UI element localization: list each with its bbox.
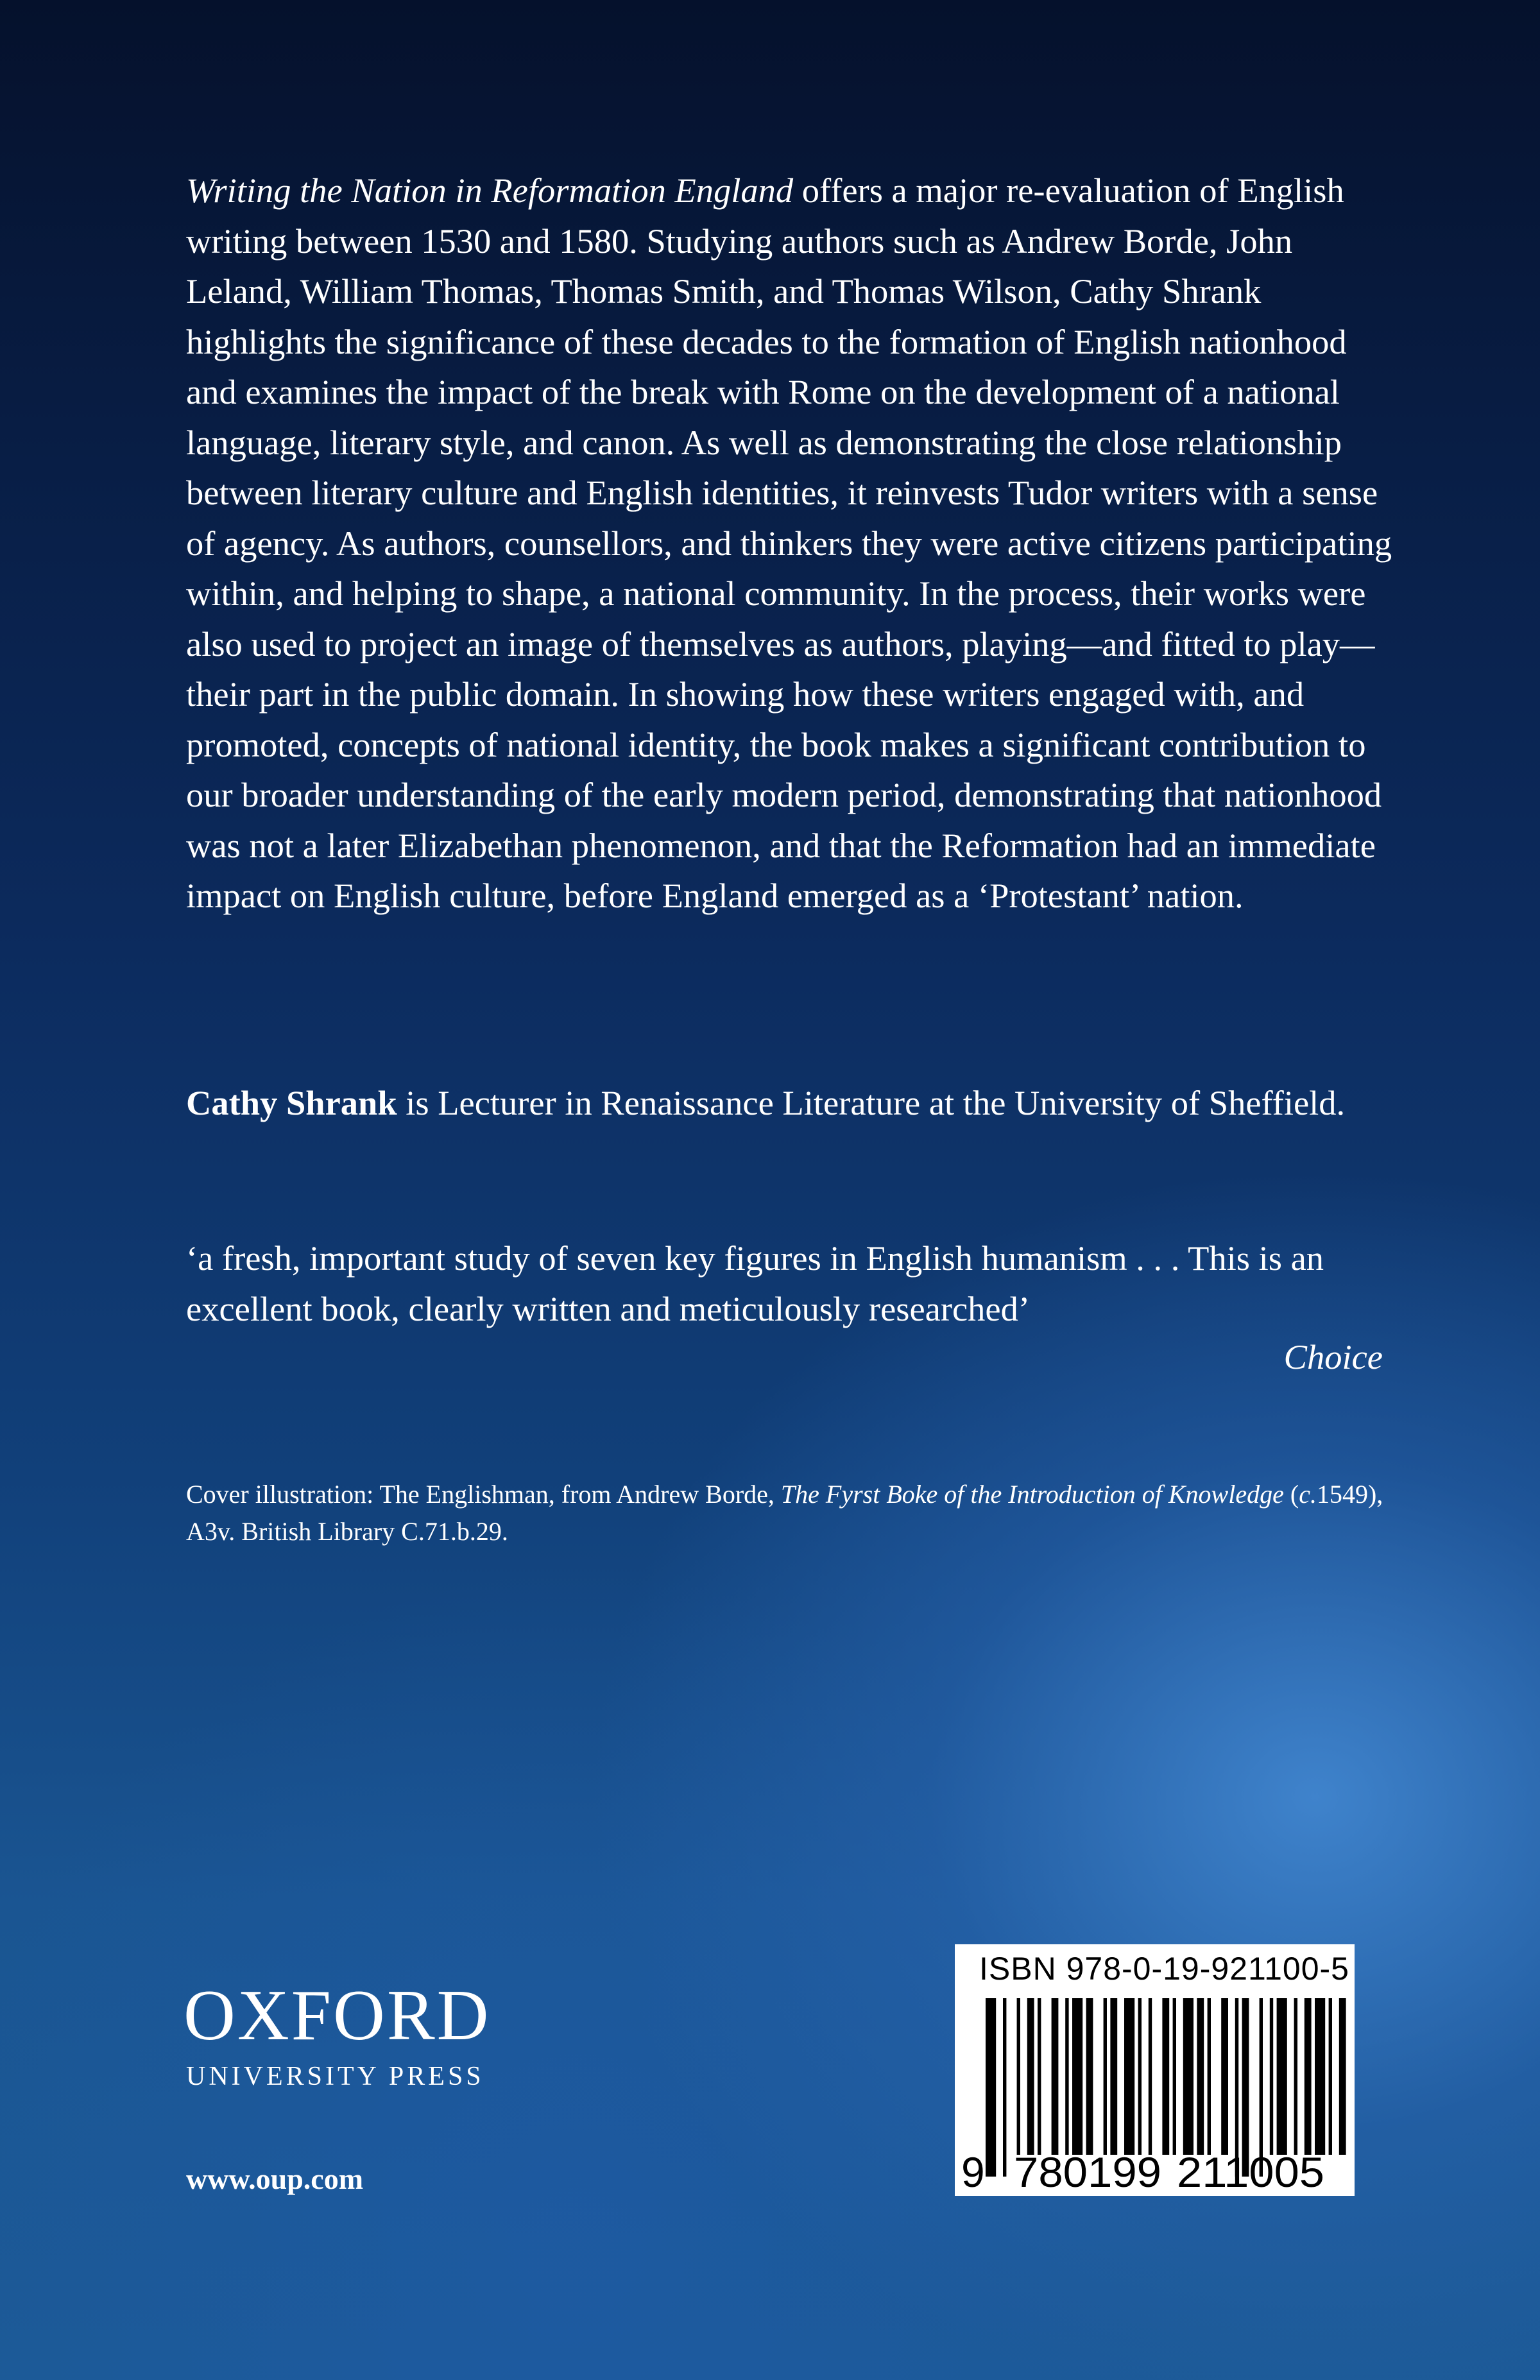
barcode-bar <box>1277 1998 1287 2155</box>
barcode-bar <box>1124 1998 1134 2155</box>
barcode-lead-digit: 9 <box>961 2148 985 2196</box>
book-description <box>186 166 1405 921</box>
barcode-bar <box>1183 1998 1194 2155</box>
author-name: Cathy Shrank <box>186 1083 397 1122</box>
barcode-bar <box>1017 1998 1020 2155</box>
review-quote: ‘a fresh, important study of seven key figures in English humanism . . . This is an excellent book, clearly written and meticulously researched’ <box>186 1238 1324 1328</box>
barcode-bar <box>1027 1998 1034 2155</box>
credit-work-title: The Fyrst Boke of the Introduction of Knowledge <box>780 1480 1284 1509</box>
barcode-bar <box>1038 1998 1041 2155</box>
barcode-bar <box>1110 1998 1117 2155</box>
barcode-bar <box>1294 1998 1297 2155</box>
barcode-bar <box>1003 1998 1006 2177</box>
barcode-bar <box>1086 1998 1093 2155</box>
barcode-bar <box>1162 1998 1169 2155</box>
credit-circa: c. <box>1299 1480 1317 1509</box>
cover-illustration-credit <box>186 1476 1405 1550</box>
publisher-name: OXFORD <box>184 1976 491 2055</box>
description-text: offers a major re-evaluation of English writing between 1530 and 1580. Studying authors such as Andrew Borde, John Leland, William Thomas, Thomas Smith, and Thomas Wilson, Cathy Shrank highlights the significance of these decades to the formation of English nationhood and examines the impact of the break with Rome on the development of a national language, literary style, and canon. As well as demonstrating the close relationship between literary culture and English identities, it reinvests Tudor writers with a sense of agency. As authors, counsellors, and thinkers they were active citizens participating within, and helping to shape, a national community. In the process, their works were also used to project an image of themselves as authors, playing—and fitted to play—their part in the public domain. In showing how these writers engaged with, and promoted, concepts of national identity, the book makes a significant contribution to our broader understanding of the early modern period, demonstrating that nationhood was not a later Elizabethan phenomenon, and that the Reformation had an immediate impact on English culture, before England emerged as a ‘Protestant’ nation. <box>186 171 1392 915</box>
barcode-bar <box>986 1998 996 2177</box>
barcode-bar <box>1270 1998 1273 2155</box>
barcode-bar <box>1315 1998 1325 2155</box>
author-bio <box>186 1078 1405 1129</box>
barcode-bar <box>1197 1998 1204 2155</box>
author-bio-text: is Lecturer in Renaissance Literature at the University of Sheffield. <box>397 1083 1346 1122</box>
barcode-left-digits: 780199 <box>1014 2148 1161 2196</box>
barcode-bar <box>1329 1998 1332 2155</box>
barcode-bars <box>955 1944 1355 2196</box>
barcode-bar <box>1104 1998 1107 2155</box>
barcode-bar <box>1208 1998 1211 2155</box>
barcode-right-digits: 211005 <box>1177 2148 1324 2196</box>
book-title: Writing the Nation in Reformation England <box>186 171 794 210</box>
credit-prefix: Cover illustration: The Englishman, from Andrew Borde, <box>186 1480 781 1509</box>
barcode-bar <box>1052 1998 1059 2155</box>
credit-suffix: 1549), A3v. British Library C.71.b.29. <box>186 1480 1383 1546</box>
barcode-bar <box>1339 1998 1346 2155</box>
isbn-label: ISBN 978-0-19-921100-5 <box>979 1951 1349 1987</box>
publisher-website: www.oup.com <box>186 2162 364 2195</box>
publisher-subtitle: UNIVERSITY PRESS <box>186 2062 484 2091</box>
barcode-bar <box>1072 1998 1082 2155</box>
barcode-bar <box>1305 1998 1312 2155</box>
isbn-barcode <box>955 1944 1355 2196</box>
barcode-bar <box>1173 1998 1176 2155</box>
credit-open-paren: ( <box>1283 1480 1299 1509</box>
barcode-bar <box>1138 1998 1142 2155</box>
barcode-bar <box>1221 1998 1228 2155</box>
barcode-bar <box>1065 1998 1068 2155</box>
publisher-logo <box>184 1976 491 2093</box>
barcode-bar <box>1149 1998 1152 2155</box>
review-source: Choice <box>1283 1337 1383 1376</box>
